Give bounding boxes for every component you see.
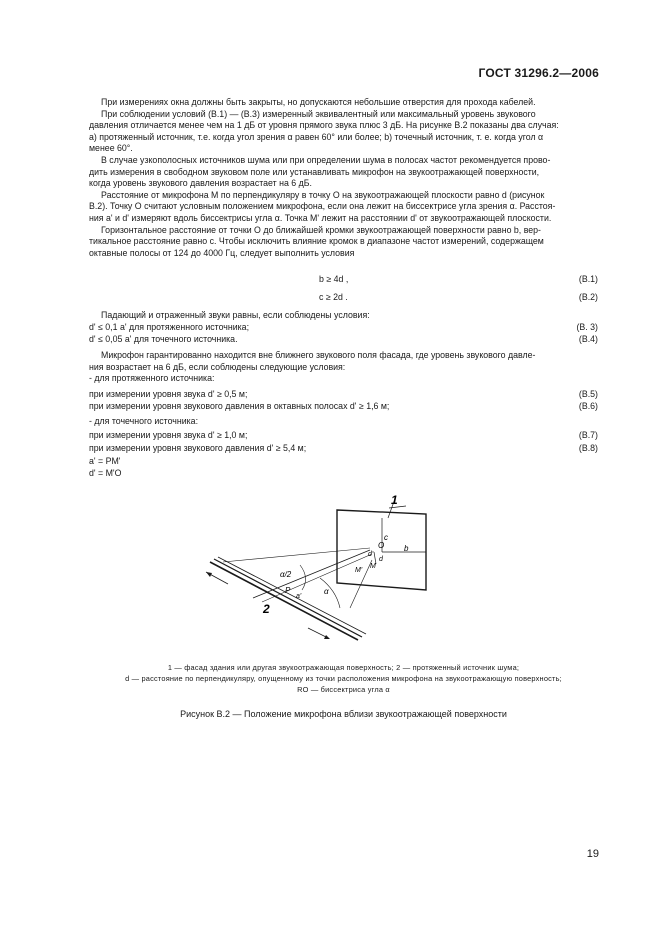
condition-b5-text: при измерении уровня звука d' ≥ 0,5 м; [89,389,248,399]
paragraph-narrowband-l3: когда уровень звукового давления возрастает на 6 дБ. [89,178,312,189]
paragraph-equal-sound: Падающий и отраженный звуки равны, если соблюдены условия: [101,310,370,320]
page-number: 19 [586,848,599,860]
paragraph-edges-l3: октавные полосы от 124 до 4000 Гц, следует выполнить условия [89,247,355,258]
paragraph-near-field-l1: Микрофон гарантированно находится вне ближнего звукового поля фасада, где уровень звукового давле- [101,350,536,360]
figure-legend-line-3: RO — биссектриса угла α [297,685,390,694]
view-line-upper [223,548,370,562]
condition-b8-number: (В.8) [578,443,598,453]
condition-b7-text: при измерении уровня звука d' ≥ 1,0 м; [89,430,248,440]
paragraph-edges-l1: Горизонтальное расстояние от точки O до ближайшей кромки звукоотражающей поверхности равно b, вер- [101,224,541,235]
figure-label-O: O [378,541,385,550]
paragraph-distance-l2: В.2). Точку O считают условным положением микрофона, если она лежит на биссектрисе угла зрения α. Расстоя- [89,201,556,212]
arrow-left-head [206,572,212,577]
condition-b8 [89,443,598,455]
paragraph-distance-l1: Расстояние от микрофона M по перпендикуляру в точку O на звукоотражающей плоскости равно d (рисунок [101,189,545,200]
figure-label-alpha: α [324,587,329,596]
condition-b5 [89,389,598,401]
equation-b2-number: (В.2) [578,292,598,302]
paragraph-conditions-l2: давления отличается менее чем на 1 дБ от уровня прямого звука плюс 3 дБ. На рисунке В.2 показаны два случая: [89,120,559,131]
condition-b4-number: (В.4) [578,334,598,344]
equation-b1 [89,274,598,286]
figure-label-M-prime: M' [355,567,363,574]
condition-b3-text: d' ≤ 0,1 a' для протяженного источника; [89,322,250,332]
condition-b3 [89,322,598,334]
figure-label-P: P [285,586,291,595]
paragraph-near-field-l2: ния возрастает на 6 дБ, если соблюдены следующие условия: [89,361,346,372]
body-text-block-2 [89,310,598,322]
paragraph-narrowband-l2: дить измерения в свободном звуковом поле или устанавливать микрофон на звукоотражающей поверхности, [89,166,540,177]
body-text-block-5 [89,456,598,479]
condition-b6-number: (В.6) [578,401,598,411]
body-text-block-3 [89,350,598,385]
figure-microphone-position [190,490,450,650]
paragraph-conditions-l3: а) протяженный источник, т.е. когда угол зрения α равен 60° или более; b) точечный источник, т. е. когда угол α [89,131,544,142]
condition-b4 [89,334,598,346]
paragraph-narrowband-l1: В случае узкополосных источников шума или при определении шума в полосах частот рекомендуется прово- [101,154,551,165]
paragraph-conditions-l4: менее 60°. [89,143,133,154]
figure-title: Рисунок В.2 — Положение микрофона вблизи звукоотражающей поверхности [180,709,507,719]
condition-b4-text: d' ≤ 0,05 a' для точечного источника. [89,334,238,344]
extended-source-heading: - для протяженного источника: [89,373,215,384]
figure-label-2: 2 [263,602,270,616]
paragraph-conditions-l1: При соблюдении условий (В.1) — (В.3) измеренный эквивалентный или максимальный уровень звукового [101,108,536,119]
figure-label-M: M [370,563,376,570]
paragraph-distance-l3: ния a' и d' измеряют вдоль биссектрисы угла α. Точка M' лежит на расстоянии d' от звукоотражающей плоскости. [89,212,552,223]
figure-legend-line-1: 1 — фасад здания или другая звукоотражающая поверхность; 2 — протяженный источник шума; [167,663,520,672]
equation-b1-formula: b ≥ 4d , [319,274,349,284]
condition-b7 [89,430,598,442]
arrow-right-line [308,628,328,638]
condition-b7-number: (В.7) [578,430,598,440]
condition-b8-text: при измерении уровня звукового давления d' ≥ 5,4 м; [89,443,307,453]
standard-header: ГОСТ 31296.2—2006 [478,66,599,80]
condition-b3-number: (В. 3) [576,322,598,332]
equation-b1-number: (В.1) [578,274,598,284]
figure-label-b: b [404,544,409,553]
figure-label-1: 1 [391,493,398,507]
condition-b6-text: при измерении уровня звукового давления в октавных полосах d' ≥ 1,6 м; [89,401,390,411]
definition-a-prime: a' = PM' [89,456,121,466]
condition-b6 [89,401,598,413]
figure-label-alpha-half: α/2 [280,570,292,579]
body-text-block-4 [89,416,598,428]
equation-b2-formula: c ≥ 2d . [319,292,348,302]
figure-label-d-prime: d' [368,551,374,558]
body-text-block-1 [89,97,598,259]
point-source-heading: - для точечного источника: [89,416,199,426]
figure-label-c: c [384,533,388,542]
paragraph-windows: При измерениях окна должны быть закрыты, но допускаются небольшие отверстия для прохода кабелей. [101,97,536,107]
line-source-edge-c [218,557,366,634]
definition-d-prime: d' = M'O [89,467,122,478]
condition-b5-number: (В.5) [578,389,598,399]
view-line-middle [262,554,372,602]
equation-b2 [89,292,598,304]
figure-label-d: d [379,556,383,563]
paragraph-edges-l2: тикальное расстояние равно c. Чтобы исключить влияние кромок в диапазоне частот измерений, содержащем [89,236,544,247]
arrow-right-head [324,635,330,639]
figure-label-a-prime: a' [296,593,302,600]
figure-legend-line-2: d — расстояние по перпендикуляру, опущенному из точки расположения микрофона на звукоотражающую поверхность; [125,674,562,683]
